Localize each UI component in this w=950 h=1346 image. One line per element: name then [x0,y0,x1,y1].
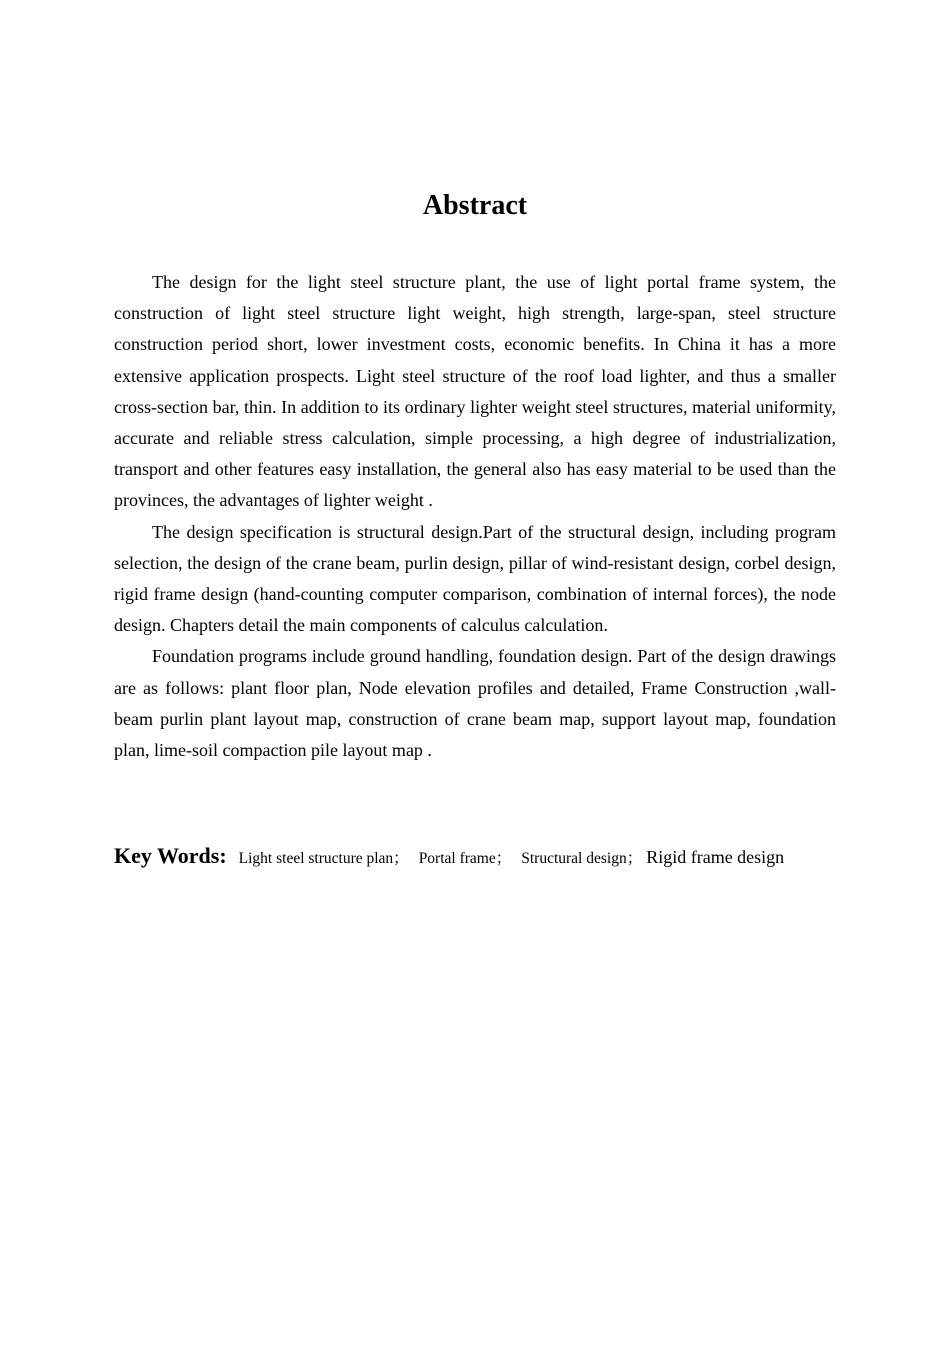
keyword-4: Rigid frame design [646,847,785,867]
keyword-2: Portal frame； [418,850,512,867]
abstract-body [114,267,836,766]
keyword-3: Structural design； [521,850,643,867]
abstract-paragraph-3: Foundation programs include ground handling, foundation design. Part of the design drawings are as follows: plant floor plan, Node elevation profiles and detailed, Frame Construction ,wall-beam purlin plant layout map, construction of crane beam map, support layout map, foundation plan, lime-soil compaction pile layout map . [114,646,836,761]
abstract-paragraph-1: The design for the light steel structure plant, the use of light portal frame system, the construction of light steel structure light weight, high strength, large-span, steel structure construction period short, lower investment costs, economic benefits. In China it has a more extensive application prospects. Light steel structure of the roof load lighter, and thus a smaller cross-section bar, thin. In addition to its ordinary lighter weight steel structures, material uniformity, accurate and reliable stress calculation, simple processing, a high degree of industrialization, transport and other features easy installation, the general also has easy material to be used than the provinces, the advantages of lighter weight . [114,272,836,511]
keyword-1: Light steel structure plan； [238,850,409,867]
abstract-paragraph-2: The design specification is structural design.Part of the structural design, including program selection, the design of the crane beam, purlin design, pillar of wind-resistant design, corbel design, rigid frame design (hand-counting computer comparison, combination of internal forces), the node design. Chapters detail the main components of calculus calculation. [114,521,836,636]
keywords-line [114,840,874,875]
keywords-label: Key Words: [114,843,227,868]
abstract-title: Abstract [422,190,528,221]
